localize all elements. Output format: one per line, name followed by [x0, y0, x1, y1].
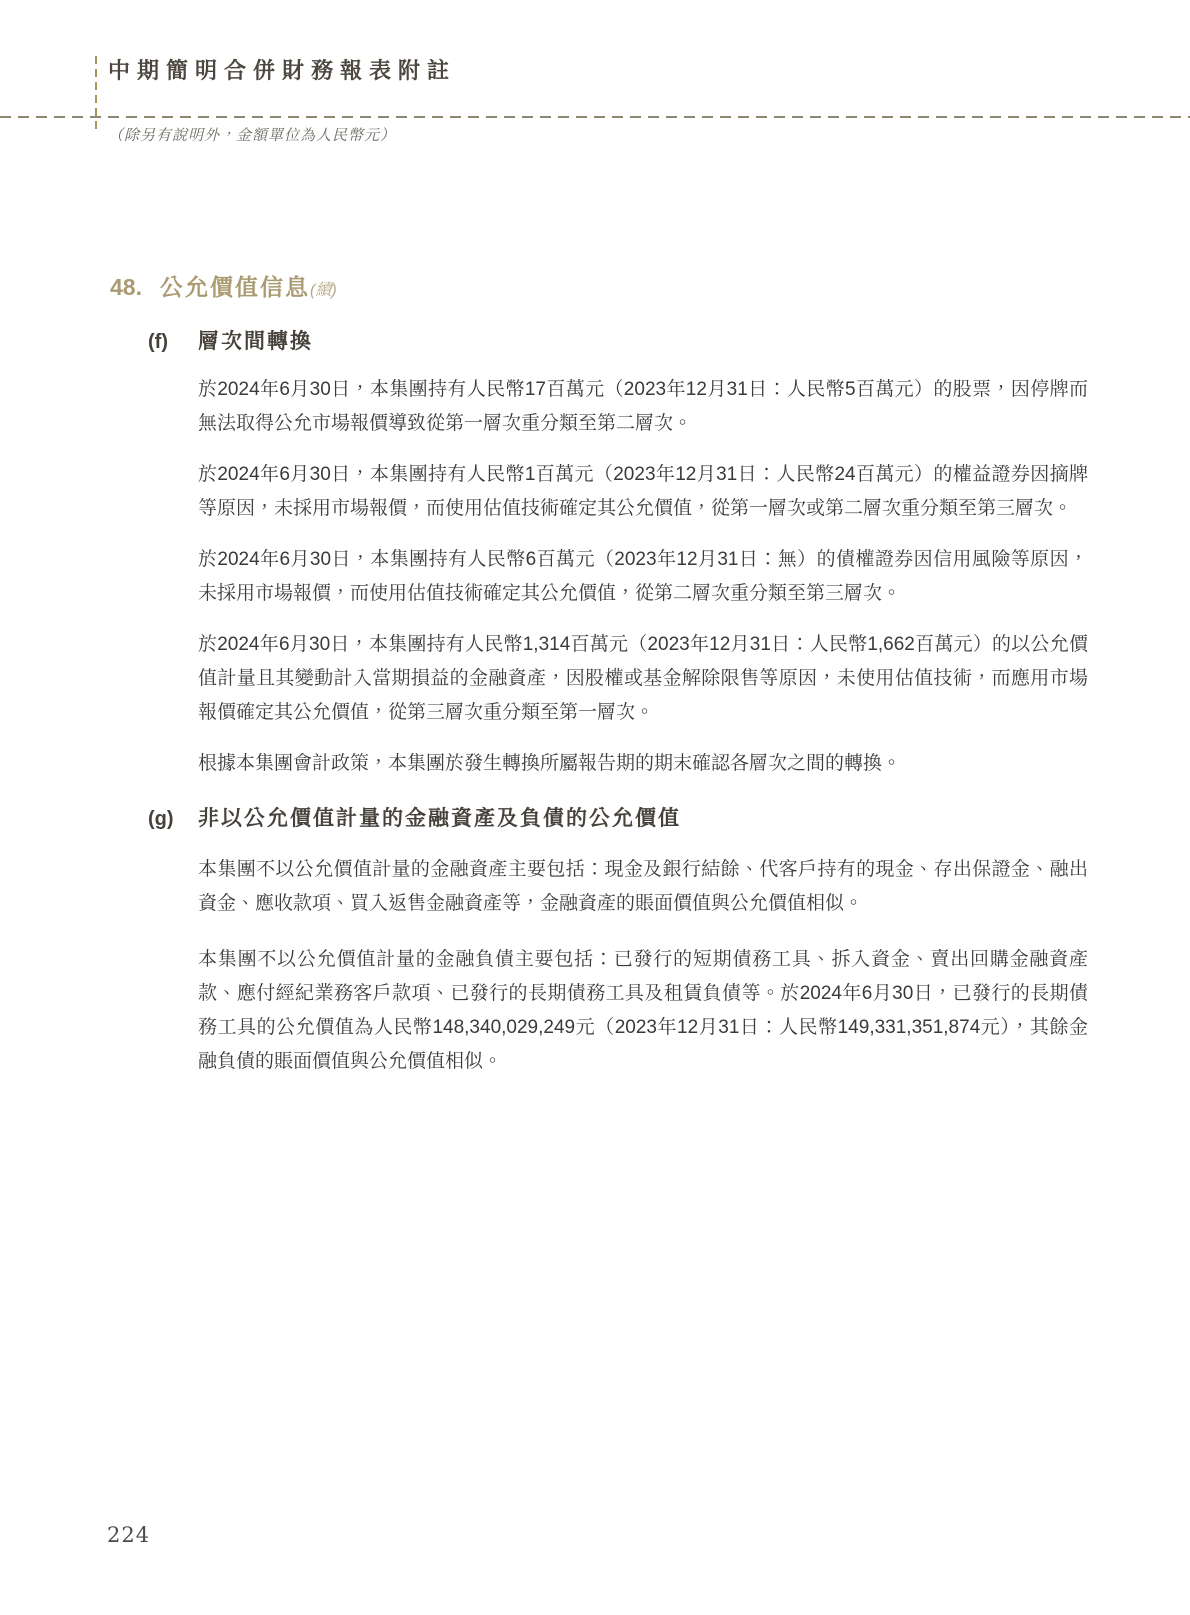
- paragraph-g-1: 本集團不以公允價值計量的金融資產主要包括：現金及銀行結餘、代客戶持有的現金、存出保證金、融出資金、應收款項、買入返售金融資產等，金融資產的賬面價值與公允價值相似。: [198, 859, 1088, 914]
- paragraph-f-2: 於2024年6月30日，本集團持有人民幣1百萬元（2023年12月31日：人民幣24百萬元）的權益證券因摘牌等原因，未採用市場報價，而使用估值技術確定其公允價值，從第一層次或第二層次重分類至第三層次。: [198, 464, 1088, 519]
- document-header: [0, 0, 1190, 160]
- subsection-f-title: 層次間轉換: [198, 330, 313, 353]
- header-dashed-divider: [0, 116, 1190, 118]
- page-number: 224: [107, 1523, 151, 1547]
- subsection-g-heading: [148, 805, 1190, 833]
- paragraph-g-2: 本集團不以公允價值計量的金融負債主要包括：已發行的短期債務工具、拆入資金、賣出回購金融資產款、應付經紀業務客戶款項、已發行的長期債務工具及租賃負債等。於2024年6月30日，已發行的長期債務工具的公允價值為人民幣148,340,029,249元（2023年12月31日：人民幣149,331,351,874元），其餘金融負債的賬面價值與公允價值相似。: [198, 949, 1088, 1072]
- subsection-f-label: (f): [148, 331, 168, 353]
- header-vertical-dash-line: [95, 56, 97, 134]
- subsection-g: [0, 805, 1190, 1079]
- paragraph-f-1: 於2024年6月30日，本集團持有人民幣17百萬元（2023年12月31日：人民幣5百萬元）的股票，因停牌而無法取得公允市場報價導致從第一層次重分類至第二層次。: [198, 379, 1088, 434]
- paragraph-f-4: 於2024年6月30日，本集團持有人民幣1,314百萬元（2023年12月31日：人民幣1,662百萬元）的以公允價值計量且其變動計入當期損益的金融資產，因股權或基金解除限售等原因，未使用估值技術，而應用市場報價確定其公允價值，從第三層次重分類至第一層次。: [198, 634, 1088, 723]
- section-continued-label: (續): [309, 282, 337, 299]
- paragraph-f-5: 根據本集團會計政策，本集團於發生轉換所屬報告期的期末確認各層次之間的轉換。: [198, 753, 902, 774]
- subsection-g-title: 非以公允價值計量的金融資產及負債的公允價值: [198, 807, 681, 830]
- note-48-content: [0, 272, 1190, 1101]
- section-title: 公允價值信息: [159, 274, 310, 300]
- paragraph-f-3: 於2024年6月30日，本集團持有人民幣6百萬元（2023年12月31日：無）的債權證券因信用風險等原因，未採用市場報價，而使用估值技術確定其公允價值，從第二層次重分類至第三層次。: [198, 549, 1088, 604]
- subsection-f: [0, 328, 1190, 781]
- section-number: 48.: [110, 274, 142, 300]
- section-48-heading: [110, 272, 1190, 306]
- subsection-g-label: (g): [148, 808, 174, 830]
- header-subtitle: （除另有說明外，金額單位為人民幣元）: [108, 126, 397, 144]
- subsection-f-heading: [148, 328, 1190, 356]
- page-title: 中期簡明合併財務報表附註: [108, 58, 457, 84]
